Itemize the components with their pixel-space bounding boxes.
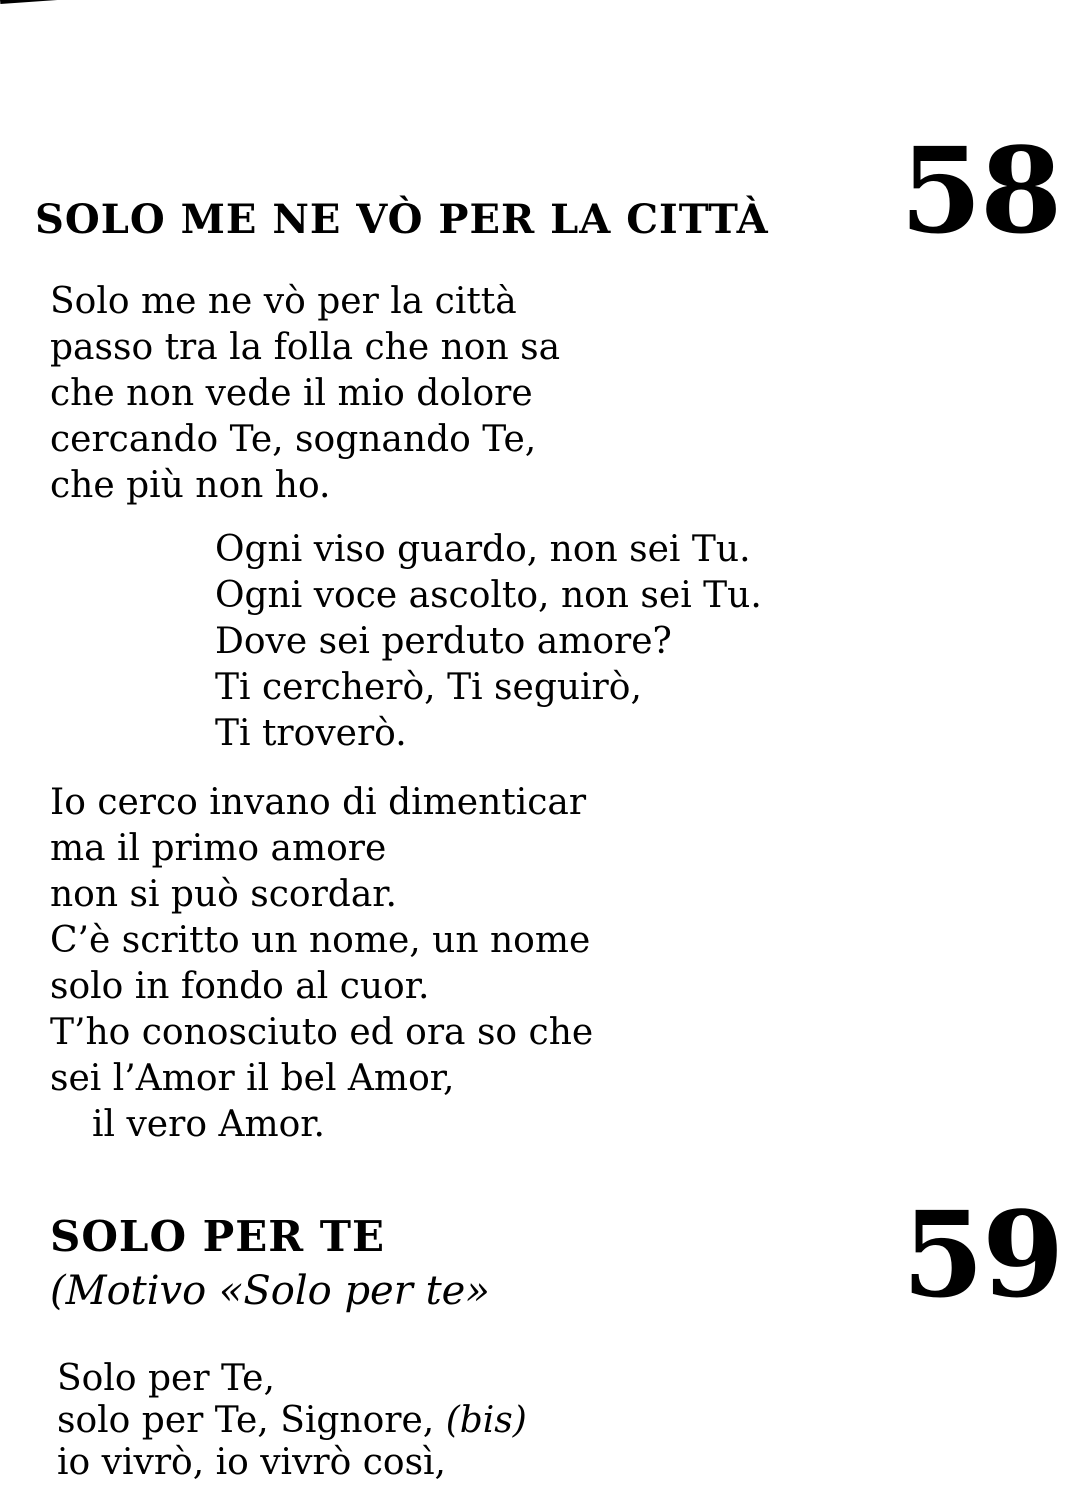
song-59-subtitle: (Motivo «Solo per te» xyxy=(50,1268,490,1314)
song-58-number: 58 xyxy=(900,121,1061,260)
lyric-line: C’è scritto un nome, un nome xyxy=(50,920,591,961)
song-58-stanza-1 xyxy=(50,279,560,509)
lyric-line: solo in fondo al cuor. xyxy=(50,966,430,1007)
lyric-text: solo per Te, Signore, xyxy=(57,1400,435,1441)
lyric-line: cercando Te, sognando Te, xyxy=(50,419,537,460)
scan-edge-mark xyxy=(0,0,79,12)
lyric-line: Solo per Te, xyxy=(57,1358,275,1399)
lyric-line: non si può scordar. xyxy=(50,874,397,915)
lyric-line: passo tra la folla che non sa xyxy=(50,327,561,368)
lyric-line xyxy=(57,1400,527,1442)
song-58-refrain xyxy=(215,527,762,757)
lyric-line: Ogni viso guardo, non sei Tu. xyxy=(215,529,751,570)
song-59-number: 59 xyxy=(902,1185,1063,1324)
lyric-line: ma il primo amore xyxy=(50,828,387,869)
song-59-stanza-1 xyxy=(57,1358,527,1484)
lyric-line: che non vede il mio dolore xyxy=(50,373,533,414)
lyric-line: Ti cercherò, Ti seguirò, xyxy=(215,667,642,708)
lyric-line: che più non ho. xyxy=(50,465,331,506)
lyric-line: Solo me ne vò per la città xyxy=(50,281,517,322)
lyric-line: il vero Amor. xyxy=(92,1104,325,1145)
lyric-line: Io cerco invano di dimenticar xyxy=(50,782,587,823)
lyric-line: Ti troverò. xyxy=(215,713,407,754)
repeat-marker: (bis) xyxy=(445,1400,527,1441)
lyric-line: Dove sei perduto amore? xyxy=(215,621,672,662)
lyric-line: io vivrò, io vivrò così, xyxy=(57,1442,447,1483)
lyric-line: T’ho conosciuto ed ora so che xyxy=(50,1012,594,1053)
lyric-line: sei l’Amor il bel Amor, xyxy=(50,1058,455,1099)
song-58-title: SOLO ME NE VÒ PER LA CITTÀ xyxy=(35,196,769,243)
song-58-stanza-2 xyxy=(50,780,593,1148)
lyric-line: Ogni voce ascolto, non sei Tu. xyxy=(215,575,762,616)
song-59-title: SOLO PER TE xyxy=(50,1212,386,1261)
